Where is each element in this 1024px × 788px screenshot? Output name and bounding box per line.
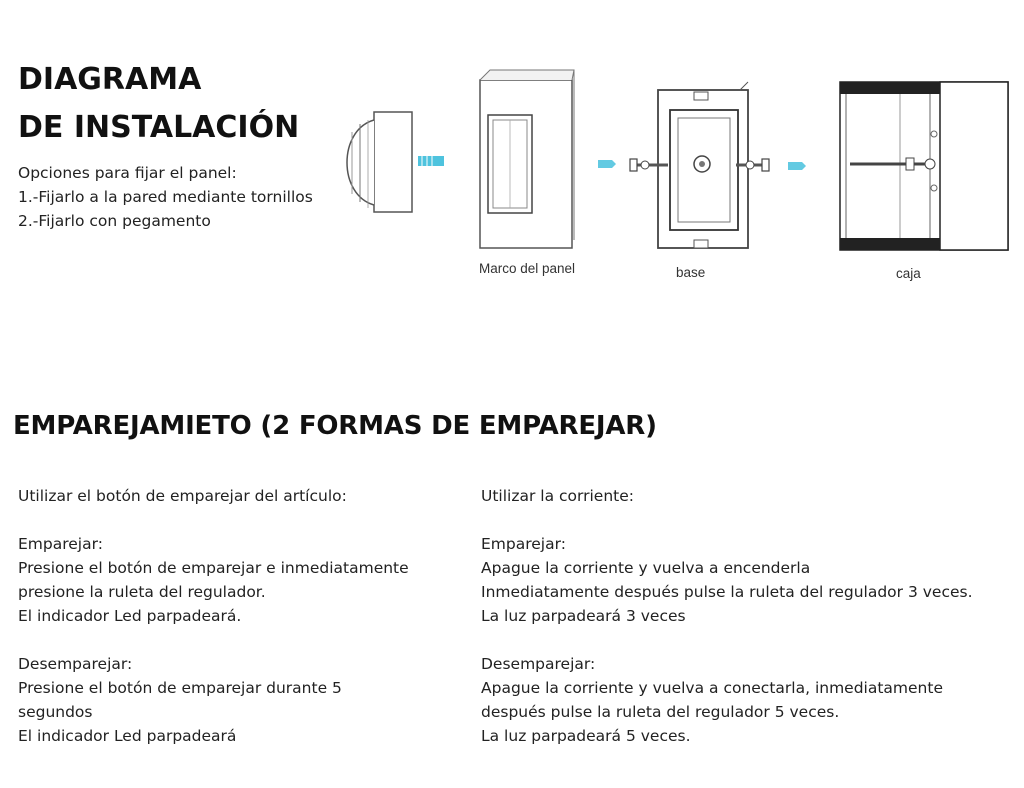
method2-pair-line-1: Apague la corriente y vuelva a encenderla: [481, 559, 811, 577]
pairing-method-power: [481, 484, 1011, 748]
assembly-arrow-3: [788, 162, 806, 170]
label-box: caja: [896, 266, 921, 281]
installation-diagram: [330, 60, 1020, 300]
fixing-option-screws: 1.-Fijarlo a la pared mediante tornillos: [18, 188, 313, 206]
dimmer-knob-illustration: [347, 112, 412, 212]
label-panel-frame: Marco del panel: [479, 261, 576, 276]
assembly-arrow-2: [598, 160, 616, 168]
pairing-method-button: [18, 484, 458, 748]
fixing-option-glue: 2.-Fijarlo con pegamento: [18, 212, 211, 230]
method1-pair-line-1: Presione el botón de emparejar e inmediatamente: [18, 559, 409, 577]
method1-pair-heading: Emparejar:: [18, 535, 103, 553]
fixing-options-intro: Opciones para fijar el panel:: [18, 164, 237, 182]
method1-unpair-line-1: Presione el botón de emparejar durante 5: [18, 679, 342, 697]
page-title-line-2: DE INSTALACIÓN: [18, 110, 300, 145]
method1-unpair-line-2: segundos: [18, 703, 93, 721]
pairing-section-title: EMPAREJAMIETO (2 FORMAS DE EMPAREJAR): [13, 411, 657, 441]
method1-unpair-heading: Desemparejar:: [18, 655, 133, 673]
method2-unpair-line-1: Apague la corriente y vuelva a conectarla, inmediatamente: [481, 679, 943, 697]
assembly-arrow-1: [418, 156, 444, 166]
method2-pair-heading: Emparejar:: [481, 535, 566, 553]
method1-unpair-line-3: El indicador Led parpadeará: [18, 727, 237, 745]
method2-unpair-line-2: después pulse la ruleta del regulador 5 veces.: [481, 703, 840, 721]
method2-unpair-heading: Desemparejar:: [481, 655, 596, 673]
panel-frame-illustration: [480, 70, 574, 248]
label-base: base: [676, 265, 706, 280]
method2-pair-line-2: Inmediatamente después pulse la ruleta del regulador 3 veces.: [481, 583, 973, 601]
method1-intro: Utilizar el botón de emparejar del artículo:: [18, 487, 347, 505]
method2-unpair-line-3: La luz parpadeará 5 veces.: [481, 727, 691, 745]
method1-pair-line-3: El indicador Led parpadeará.: [18, 607, 242, 625]
page-title-line-1: DIAGRAMA: [18, 62, 202, 97]
method2-intro: Utilizar la corriente:: [481, 487, 634, 505]
box-illustration: [840, 82, 1008, 250]
method2-pair-line-3: La luz parpadeará 3 veces: [481, 607, 686, 625]
base-illustration: [630, 82, 769, 248]
method1-pair-line-2: presione la ruleta del regulador.: [18, 583, 266, 601]
